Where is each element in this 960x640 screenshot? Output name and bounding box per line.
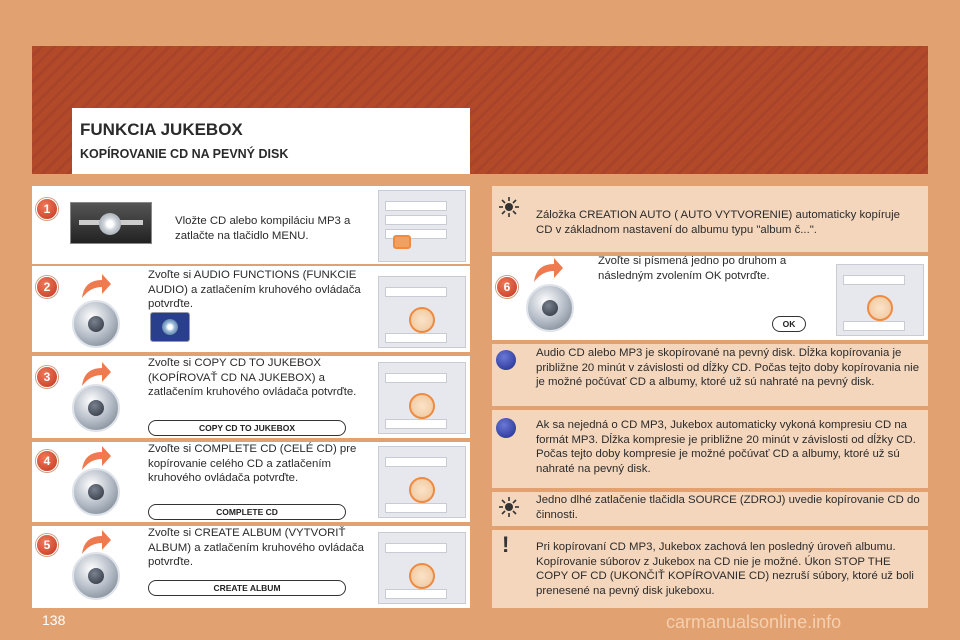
step-2-text: Zvoľte si AUDIO FUNCTIONS (FUNKCIE AUDIO) a zatlačením kruhového ovládača potvrďte. [148, 269, 361, 311]
step-1-badge: 1 [36, 198, 58, 220]
note-creation-auto-text: Záložka CREATION AUTO ( AUTO VYTVORENIE) automaticky kopíruje CD v základnom nastavení do albumu typu "album č...". [536, 209, 900, 236]
ok-button[interactable]: OK [772, 316, 806, 332]
step-3-badge: 3 [36, 366, 58, 388]
note-compression-text: Ak sa nejedná o CD MP3, Jukebox automaticky vykoná kompresiu CD na formát MP3. Dĺžka kompresie je približne 20 minút v závislosti od dĺžky CD. Počas tejto doby kompresie je možné počúvať CD a albumy, ktoré už sú nahraté na pevný disk. [536, 419, 916, 475]
step-4-badge: 4 [36, 450, 58, 472]
radio-panel-5 [378, 532, 466, 604]
watermark: carmanualsonline.info [666, 612, 842, 632]
step-3-text: Zvoľte si COPY CD TO JUKEBOX (KOPÍROVAŤ CD NA JUKEBOX) a zatlačením kruhového ovládača potvrďte. [148, 357, 357, 399]
audio-functions-icon [150, 312, 190, 342]
step-1-text: Vložte CD alebo kompiláciu MP3 a zatlačte na tlačidlo MENU. [175, 215, 351, 242]
page-title: FUNKCIA JUKEBOX [80, 120, 243, 139]
radio-panel-2 [378, 276, 466, 348]
cd-player-icon [70, 202, 152, 244]
create-album-button[interactable]: CREATE ALBUM [148, 580, 346, 596]
complete-cd-button[interactable]: COMPLETE CD [148, 504, 346, 520]
info-bullet-icon [496, 418, 516, 438]
page-number: 138 [42, 612, 66, 628]
step-4-text: Zvoľte si COMPLETE CD (CELÉ CD) pre kopírovanie celého CD a zatlačením kruhového ovládača potvrďte. [148, 443, 357, 485]
rotary-knob-icon [526, 284, 574, 332]
radio-panel-4 [378, 446, 466, 518]
copy-cd-to-jukebox-button[interactable]: COPY CD TO JUKEBOX [148, 420, 346, 436]
step-5-badge: 5 [36, 534, 58, 556]
step-5-text: Zvoľte si CREATE ALBUM (VYTVORIŤ ALBUM) a zatlačením kruhového ovládača potvrďte. [148, 527, 364, 569]
step-6-badge: 6 [496, 276, 518, 298]
note-duration-text: Audio CD alebo MP3 je skopírované na pevný disk. Dĺžka kopírovania je približne 20 minút v závislosti od dĺžky CD. Počas tejto doby kopírovania nie je možné počúvať CD a albumy, ktoré už sú nahraté na pevný disk. [536, 347, 920, 389]
rotate-arrow-icon [530, 256, 564, 286]
title-box [72, 108, 470, 174]
radio-panel-6 [836, 264, 924, 336]
radio-panel-3 [378, 362, 466, 434]
step-2-badge: 2 [36, 276, 58, 298]
rotary-knob-icon [72, 384, 120, 432]
rotary-knob-icon [72, 300, 120, 348]
step-6-text: Zvoľte si písmená jedno po druhom a následným zvolením OK potvrďte. [598, 255, 787, 282]
rotary-knob-icon [72, 468, 120, 516]
warning-icon: ! [502, 532, 510, 557]
radio-panel-1 [378, 190, 466, 262]
note-source-text: Jedno dlhé zatlačenie tlačidla SOURCE (ZDROJ) uvedie kopírovanie CD do činnosti. [536, 494, 920, 521]
tip-sun-icon [498, 496, 520, 518]
rotate-arrow-icon [78, 272, 112, 302]
page-subtitle: KOPÍROVANIE CD NA PEVNÝ DISK [80, 147, 289, 161]
warning-text: Pri kopírovaní CD MP3, Jukebox zachová len posledný úroveň albumu. Kopírovanie súborov z Jukebox na CD nie je možné. Úkon STOP THE COPY OF CD (UKONČIŤ KOPÍROVANIE CD) nezruší súbory, ktoré už boli prenesené na pevný disk jukeboxu. [536, 541, 914, 597]
info-bullet-icon [496, 350, 516, 370]
tip-sun-icon [498, 196, 520, 218]
rotary-knob-icon [72, 552, 120, 600]
